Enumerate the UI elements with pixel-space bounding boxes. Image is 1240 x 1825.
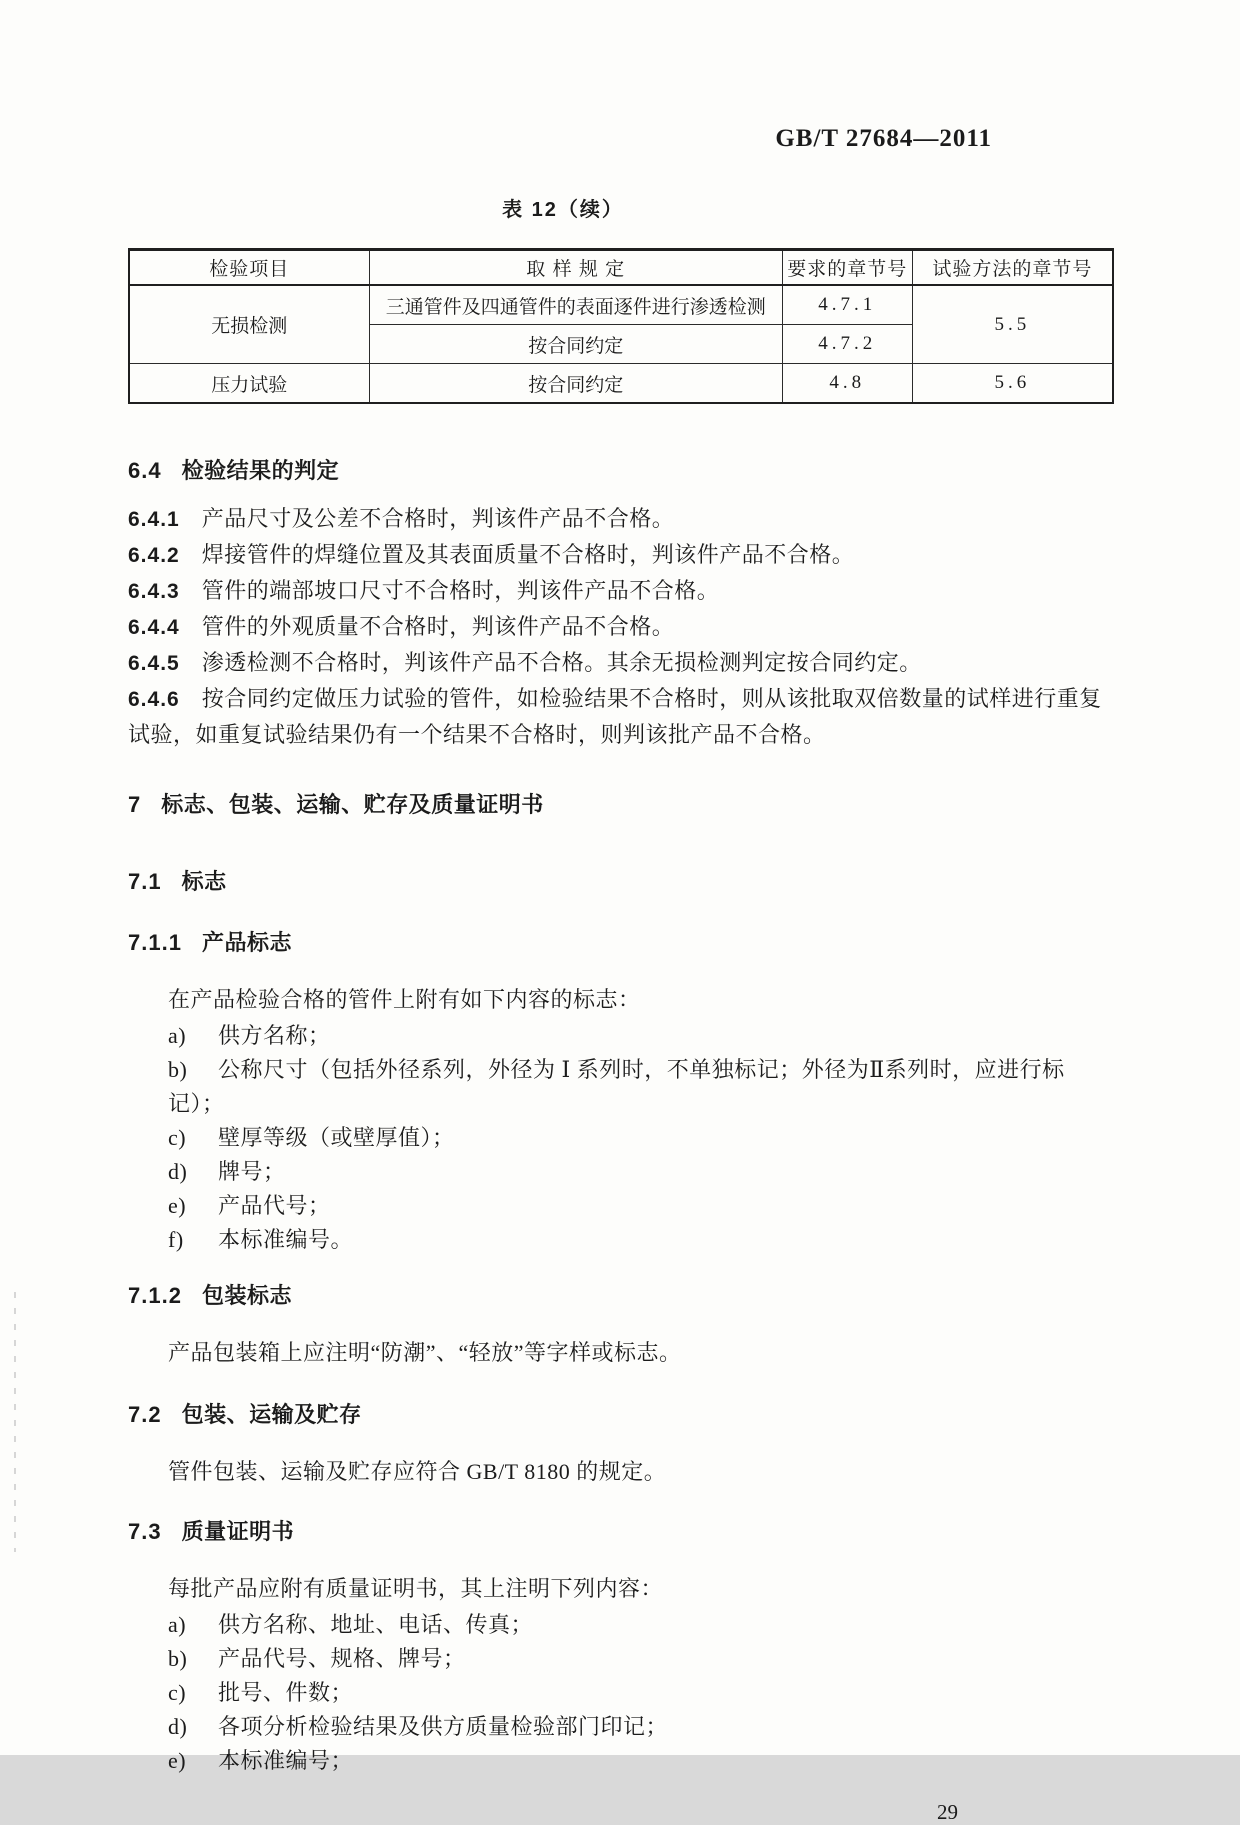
list-item <box>168 1608 1114 1642</box>
list-item-text: 各项分析检验结果及供方质量检验部门印记； <box>218 1714 669 1739</box>
cell-ndt-req-2: 4.7.2 <box>782 325 912 364</box>
list-item-label: f) <box>168 1227 184 1252</box>
clause-number: 6.4.2 <box>128 544 180 567</box>
section-number: 7.1 <box>128 869 162 894</box>
clause-number: 6.4.1 <box>128 508 180 531</box>
clause-6-4-4 <box>128 609 1114 645</box>
clause-text: 产品尺寸及公差不合格时，判该件产品不合格。 <box>201 506 675 531</box>
standard-number: GB/T 27684—2011 <box>775 125 992 152</box>
cell-ndt-sampling-1: 三通管件及四通管件的表面逐件进行渗透检测 <box>369 285 782 325</box>
section-heading-7 <box>128 788 1114 819</box>
inspection-table <box>128 248 1114 404</box>
list-item-label: c) <box>168 1125 187 1150</box>
paragraph-7-2: 管件包装、运输及贮存应符合 GB/T 8180 的规定。 <box>168 1459 667 1484</box>
section-number: 7.1.1 <box>128 930 182 955</box>
col-header-requirement-section: 要求的章节号 <box>782 250 912 286</box>
list-item <box>168 1642 1114 1676</box>
paragraph-7-1-2: 产品包装箱上应注明“防潮”、“轻放”等字样或标志。 <box>168 1340 682 1365</box>
cell-ndt-sampling-2: 按合同约定 <box>369 325 782 364</box>
cell-pressure-method: 5.6 <box>912 364 1113 404</box>
certificate-list <box>128 1608 1114 1778</box>
col-header-sampling: 取 样 规 定 <box>369 250 782 286</box>
table-row-ndt-1 <box>129 285 1113 325</box>
clause-text: 按合同约定做压力试验的管件，如检验结果不合格时，则从该批取双倍数量的试样进行重复试验，如重复试验结果仍有一个结果不合格时，则判该批产品不合格。 <box>128 686 1102 747</box>
cell-ndt-req-1: 4.7.1 <box>782 285 912 325</box>
cell-pressure-req: 4.8 <box>782 364 912 404</box>
list-item-text: 产品代号； <box>218 1193 331 1218</box>
clause-6-4-3 <box>128 573 1114 609</box>
list-item-text: 壁厚等级（或壁厚值）； <box>218 1125 455 1150</box>
clause-text: 管件的外观质量不合格时，判该件产品不合格。 <box>201 614 675 639</box>
clause-6-4-5 <box>128 645 1114 681</box>
clause-number: 6.4.3 <box>128 580 180 603</box>
section-number: 7.1.2 <box>128 1283 182 1308</box>
list-item-label: d) <box>168 1714 188 1739</box>
list-item-label: e) <box>168 1193 187 1218</box>
section-title: 产品标志 <box>201 930 292 955</box>
scan-artifact <box>14 1292 16 1552</box>
clause-6-4-1 <box>128 501 1114 537</box>
cell-pressure-sampling: 按合同约定 <box>369 364 782 404</box>
section-number: 6.4 <box>128 458 162 483</box>
clause-text: 焊接管件的焊缝位置及其表面质量不合格时，判该件产品不合格。 <box>201 542 855 567</box>
table-row-pressure <box>129 364 1113 404</box>
list-item-text: 公称尺寸（包括外径系列，外径为 Ⅰ 系列时，不单独标记；外径为Ⅱ系列时，应进行标记）； <box>168 1057 1065 1116</box>
clause-number: 6.4.5 <box>128 652 180 675</box>
cell-ndt-item: 无损检测 <box>129 285 369 364</box>
col-header-method-section: 试验方法的章节号 <box>912 250 1113 286</box>
marking-list <box>128 1019 1114 1257</box>
paragraph-7-3: 每批产品应附有质量证明书，其上注明下列内容： <box>168 1576 664 1601</box>
col-header-item: 检验项目 <box>129 250 369 286</box>
clause-number: 6.4.6 <box>128 688 180 711</box>
section-number: 7 <box>128 792 142 817</box>
list-item <box>168 1155 1114 1189</box>
page-content <box>128 0 1114 1825</box>
list-item <box>168 1189 1114 1223</box>
list-item-label: c) <box>168 1680 187 1705</box>
section-title: 包装标志 <box>201 1283 292 1308</box>
table-title: 表 12（续） <box>502 199 624 221</box>
section-title: 标志 <box>181 869 227 894</box>
list-item <box>168 1744 1114 1778</box>
list-item-text: 本标准编号。 <box>218 1227 354 1252</box>
page-number: 29 <box>937 1800 958 1824</box>
section-title: 检验结果的判定 <box>181 458 340 483</box>
list-item-text: 本标准编号； <box>218 1748 354 1773</box>
table-header-row <box>129 250 1113 286</box>
list-item-label: a) <box>168 1612 187 1637</box>
section-title: 包装、运输及贮存 <box>181 1402 362 1427</box>
cell-ndt-method: 5.5 <box>912 285 1113 364</box>
section-title: 质量证明书 <box>181 1519 295 1544</box>
section-heading-7-1-2 <box>128 1279 1114 1310</box>
section-heading-7-1 <box>128 865 1114 896</box>
section-heading-7-2 <box>128 1398 1114 1429</box>
list-item <box>168 1019 1114 1053</box>
list-item-label: e) <box>168 1748 187 1773</box>
list-item <box>168 1710 1114 1744</box>
list-item-label: d) <box>168 1159 188 1184</box>
list-item <box>168 1676 1114 1710</box>
clause-6-4-6 <box>128 681 1114 752</box>
section-title: 标志、包装、运输、贮存及质量证明书 <box>161 792 544 817</box>
list-item-text: 产品代号、规格、牌号； <box>218 1646 466 1671</box>
list-item-text: 批号、件数； <box>218 1680 354 1705</box>
list-item-label: b) <box>168 1057 188 1082</box>
list-item-label: b) <box>168 1646 188 1671</box>
list-item-text: 牌号； <box>218 1159 286 1184</box>
section-number: 7.3 <box>128 1519 162 1544</box>
clause-text: 管件的端部坡口尺寸不合格时，判该件产品不合格。 <box>201 578 720 603</box>
list-item <box>168 1053 1114 1121</box>
section-heading-7-1-1 <box>128 926 1114 957</box>
list-item-text: 供方名称、地址、电话、传真； <box>218 1612 534 1637</box>
clause-6-4-2 <box>128 537 1114 573</box>
paragraph-7-1-1: 在产品检验合格的管件上附有如下内容的标志： <box>168 987 641 1012</box>
clause-number: 6.4.4 <box>128 616 180 639</box>
list-item-label: a) <box>168 1023 187 1048</box>
section-heading-7-3 <box>128 1515 1114 1546</box>
section-number: 7.2 <box>128 1402 162 1427</box>
list-item-text: 供方名称； <box>218 1023 331 1048</box>
cell-pressure-item: 压力试验 <box>129 364 369 404</box>
list-item <box>168 1121 1114 1155</box>
list-item <box>168 1223 1114 1257</box>
section-heading-6-4 <box>128 454 1114 485</box>
clause-group-6-4 <box>128 501 1114 752</box>
clause-text: 渗透检测不合格时，判该件产品不合格。其余无损检测判定按合同约定。 <box>201 650 922 675</box>
